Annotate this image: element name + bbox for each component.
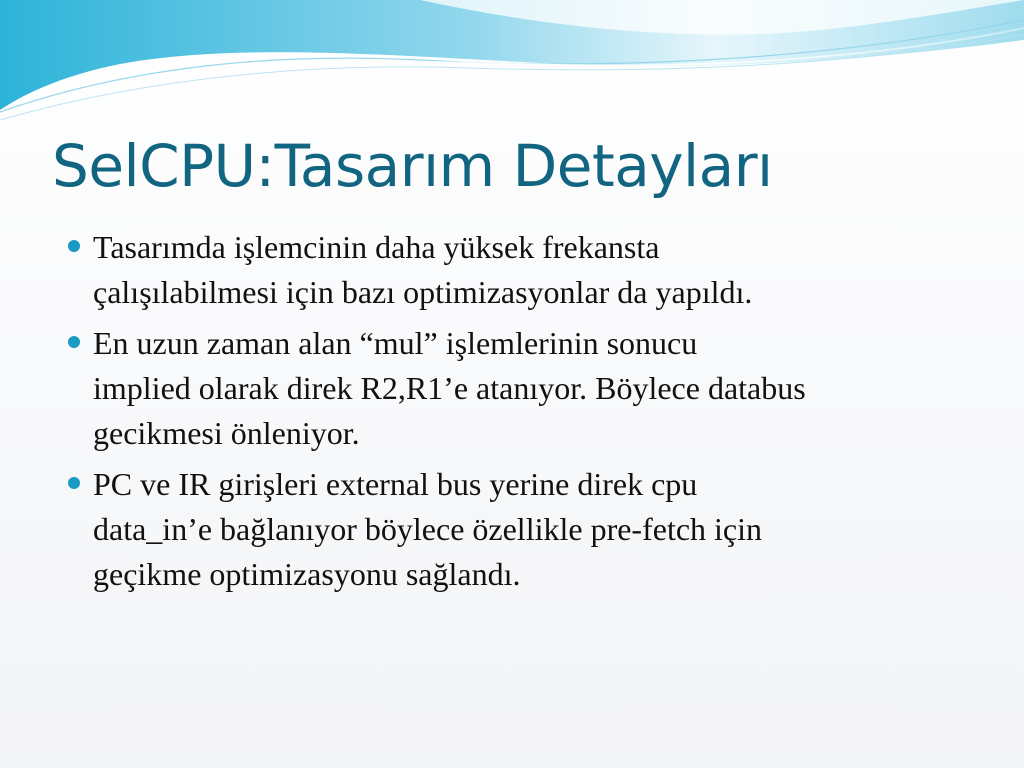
bullet-item (68, 225, 968, 315)
bullet-dot-icon (68, 240, 80, 252)
slide-title: SelCPU:Tasarım Detayları (52, 132, 773, 200)
bullet-item (68, 462, 968, 597)
header-wave-decoration (0, 0, 1024, 130)
bullet-dot-icon (68, 477, 80, 489)
bullet-dot-icon (68, 336, 80, 348)
bullet-item (68, 321, 968, 456)
bullet-text: Tasarımda işlemcinin daha yüksek frekansta çalışılabilmesi için bazı optimizasyonlar da yapıldı. (93, 229, 753, 310)
bullet-text: En uzun zaman alan “mul” işlemlerinin sonucu implied olarak direk R2,R1’e atanıyor. Böylece databus gecikmesi önleniyor. (93, 325, 806, 451)
bullet-text: PC ve IR girişleri external bus yerine direk cpu data_in’e bağlanıyor böylece özellikle pre-fetch için geçikme optimizasyonu sağlandı. (93, 466, 763, 592)
bullet-list (68, 225, 968, 603)
